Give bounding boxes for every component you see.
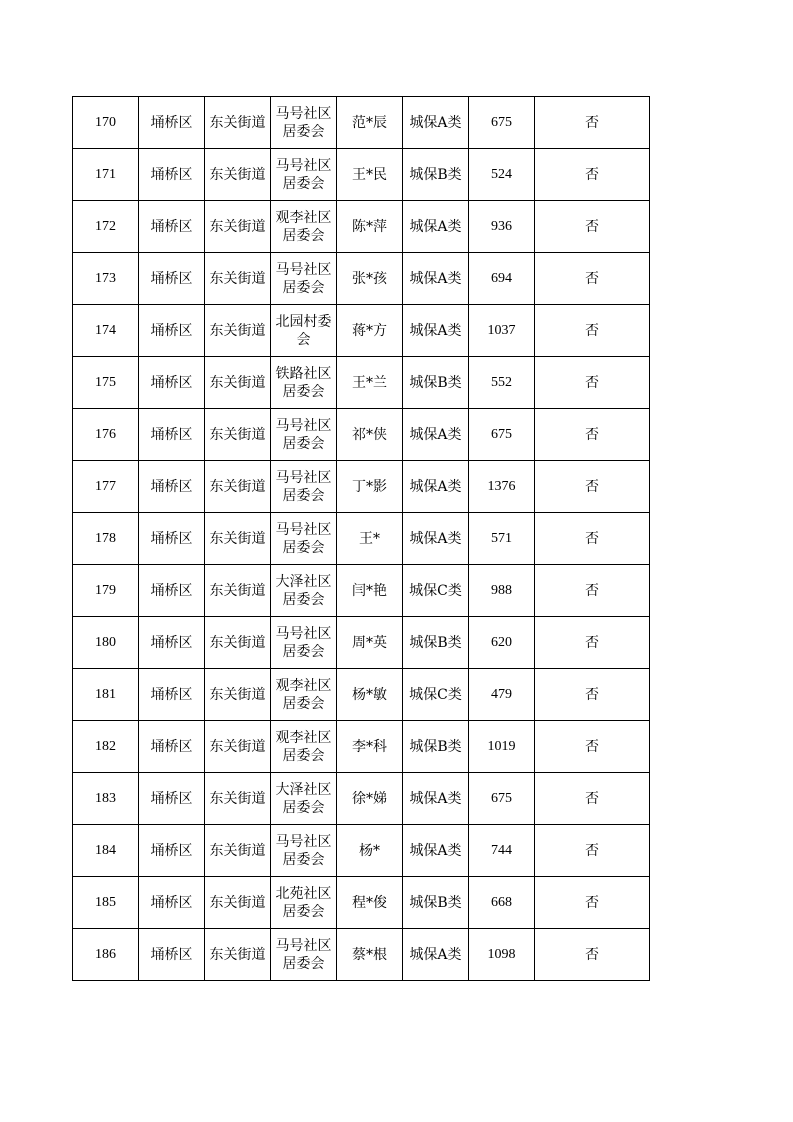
cell-street: 东关街道 — [205, 149, 271, 201]
cell-amount: 571 — [469, 513, 535, 565]
cell-name: 杨* — [337, 825, 403, 877]
cell-amount: 620 — [469, 617, 535, 669]
cell-flag: 否 — [535, 201, 650, 253]
cell-flag: 否 — [535, 877, 650, 929]
cell-district: 埇桥区 — [139, 461, 205, 513]
cell-amount: 552 — [469, 357, 535, 409]
cell-flag: 否 — [535, 721, 650, 773]
table-row — [73, 149, 650, 201]
cell-street: 东关街道 — [205, 825, 271, 877]
cell-street: 东关街道 — [205, 409, 271, 461]
cell-district: 埇桥区 — [139, 201, 205, 253]
table-row — [73, 97, 650, 149]
cell-street: 东关街道 — [205, 201, 271, 253]
cell-number: 186 — [73, 929, 139, 981]
cell-amount: 1376 — [469, 461, 535, 513]
cell-flag: 否 — [535, 409, 650, 461]
table-row — [73, 721, 650, 773]
table-row — [73, 773, 650, 825]
cell-community: 观李社区居委会 — [271, 201, 337, 253]
cell-district: 埇桥区 — [139, 773, 205, 825]
cell-amount: 744 — [469, 825, 535, 877]
cell-district: 埇桥区 — [139, 929, 205, 981]
cell-name: 王*兰 — [337, 357, 403, 409]
cell-street: 东关街道 — [205, 877, 271, 929]
cell-flag: 否 — [535, 513, 650, 565]
table-row — [73, 461, 650, 513]
cell-community: 马号社区居委会 — [271, 409, 337, 461]
cell-name: 祁*侠 — [337, 409, 403, 461]
cell-street: 东关街道 — [205, 513, 271, 565]
cell-street: 东关街道 — [205, 721, 271, 773]
cell-number: 182 — [73, 721, 139, 773]
cell-street: 东关街道 — [205, 357, 271, 409]
cell-number: 172 — [73, 201, 139, 253]
cell-number: 180 — [73, 617, 139, 669]
cell-amount: 988 — [469, 565, 535, 617]
cell-flag: 否 — [535, 149, 650, 201]
cell-category: 城保A类 — [403, 409, 469, 461]
cell-flag: 否 — [535, 929, 650, 981]
cell-flag: 否 — [535, 357, 650, 409]
cell-street: 东关街道 — [205, 253, 271, 305]
cell-name: 王*民 — [337, 149, 403, 201]
cell-category: 城保A类 — [403, 305, 469, 357]
cell-amount: 1019 — [469, 721, 535, 773]
assistance-table — [72, 96, 650, 981]
cell-flag: 否 — [535, 565, 650, 617]
cell-district: 埇桥区 — [139, 149, 205, 201]
table-row — [73, 201, 650, 253]
cell-number: 173 — [73, 253, 139, 305]
cell-flag: 否 — [535, 305, 650, 357]
table-row — [73, 409, 650, 461]
cell-category: 城保C类 — [403, 669, 469, 721]
cell-street: 东关街道 — [205, 461, 271, 513]
table-row — [73, 617, 650, 669]
cell-category: 城保A类 — [403, 929, 469, 981]
cell-district: 埇桥区 — [139, 617, 205, 669]
cell-district: 埇桥区 — [139, 409, 205, 461]
cell-district: 埇桥区 — [139, 513, 205, 565]
cell-district: 埇桥区 — [139, 877, 205, 929]
cell-community: 马号社区居委会 — [271, 929, 337, 981]
cell-name: 周*英 — [337, 617, 403, 669]
cell-community: 马号社区居委会 — [271, 617, 337, 669]
cell-category: 城保B类 — [403, 877, 469, 929]
cell-name: 丁*影 — [337, 461, 403, 513]
cell-flag: 否 — [535, 617, 650, 669]
cell-name: 李*科 — [337, 721, 403, 773]
cell-amount: 524 — [469, 149, 535, 201]
cell-category: 城保A类 — [403, 825, 469, 877]
cell-name: 蒋*方 — [337, 305, 403, 357]
table-row — [73, 253, 650, 305]
cell-category: 城保C类 — [403, 565, 469, 617]
table-row — [73, 929, 650, 981]
cell-community: 北园村委会 — [271, 305, 337, 357]
cell-community: 马号社区居委会 — [271, 149, 337, 201]
cell-flag: 否 — [535, 825, 650, 877]
cell-flag: 否 — [535, 773, 650, 825]
table-row — [73, 357, 650, 409]
cell-community: 大泽社区居委会 — [271, 773, 337, 825]
table-body — [73, 97, 650, 981]
cell-category: 城保A类 — [403, 773, 469, 825]
cell-name: 陈*萍 — [337, 201, 403, 253]
cell-community: 观李社区居委会 — [271, 721, 337, 773]
cell-district: 埇桥区 — [139, 253, 205, 305]
table-row — [73, 565, 650, 617]
cell-number: 178 — [73, 513, 139, 565]
cell-district: 埇桥区 — [139, 305, 205, 357]
cell-category: 城保A类 — [403, 97, 469, 149]
cell-name: 闫*艳 — [337, 565, 403, 617]
cell-number: 179 — [73, 565, 139, 617]
cell-district: 埇桥区 — [139, 565, 205, 617]
cell-street: 东关街道 — [205, 97, 271, 149]
cell-category: 城保A类 — [403, 513, 469, 565]
cell-amount: 479 — [469, 669, 535, 721]
cell-name: 王* — [337, 513, 403, 565]
cell-district: 埇桥区 — [139, 669, 205, 721]
cell-community: 观李社区居委会 — [271, 669, 337, 721]
table-row — [73, 825, 650, 877]
cell-category: 城保A类 — [403, 461, 469, 513]
cell-district: 埇桥区 — [139, 357, 205, 409]
table-row — [73, 669, 650, 721]
table-row — [73, 305, 650, 357]
table-row — [73, 877, 650, 929]
cell-number: 185 — [73, 877, 139, 929]
cell-community: 马号社区居委会 — [271, 461, 337, 513]
cell-category: 城保A类 — [403, 253, 469, 305]
cell-street: 东关街道 — [205, 929, 271, 981]
cell-street: 东关街道 — [205, 565, 271, 617]
cell-amount: 936 — [469, 201, 535, 253]
cell-amount: 675 — [469, 773, 535, 825]
cell-category: 城保B类 — [403, 617, 469, 669]
cell-amount: 675 — [469, 409, 535, 461]
cell-amount: 1037 — [469, 305, 535, 357]
cell-number: 174 — [73, 305, 139, 357]
cell-street: 东关街道 — [205, 617, 271, 669]
cell-community: 大泽社区居委会 — [271, 565, 337, 617]
cell-street: 东关街道 — [205, 669, 271, 721]
cell-amount: 694 — [469, 253, 535, 305]
cell-name: 张*孩 — [337, 253, 403, 305]
cell-flag: 否 — [535, 97, 650, 149]
cell-number: 184 — [73, 825, 139, 877]
cell-flag: 否 — [535, 461, 650, 513]
cell-amount: 1098 — [469, 929, 535, 981]
cell-district: 埇桥区 — [139, 97, 205, 149]
cell-name: 范*辰 — [337, 97, 403, 149]
cell-community: 北苑社区居委会 — [271, 877, 337, 929]
cell-number: 181 — [73, 669, 139, 721]
cell-number: 176 — [73, 409, 139, 461]
cell-category: 城保A类 — [403, 201, 469, 253]
cell-district: 埇桥区 — [139, 721, 205, 773]
cell-community: 马号社区居委会 — [271, 97, 337, 149]
cell-number: 170 — [73, 97, 139, 149]
cell-number: 183 — [73, 773, 139, 825]
cell-category: 城保B类 — [403, 721, 469, 773]
cell-community: 马号社区居委会 — [271, 253, 337, 305]
cell-flag: 否 — [535, 669, 650, 721]
cell-community: 马号社区居委会 — [271, 825, 337, 877]
cell-name: 徐*娣 — [337, 773, 403, 825]
cell-district: 埇桥区 — [139, 825, 205, 877]
cell-street: 东关街道 — [205, 305, 271, 357]
cell-flag: 否 — [535, 253, 650, 305]
cell-name: 程*俊 — [337, 877, 403, 929]
cell-number: 177 — [73, 461, 139, 513]
cell-number: 171 — [73, 149, 139, 201]
cell-street: 东关街道 — [205, 773, 271, 825]
cell-community: 马号社区居委会 — [271, 513, 337, 565]
cell-amount: 675 — [469, 97, 535, 149]
cell-name: 杨*敏 — [337, 669, 403, 721]
table-row — [73, 513, 650, 565]
cell-number: 175 — [73, 357, 139, 409]
cell-category: 城保B类 — [403, 357, 469, 409]
cell-name: 蔡*根 — [337, 929, 403, 981]
cell-category: 城保B类 — [403, 149, 469, 201]
cell-community: 铁路社区居委会 — [271, 357, 337, 409]
cell-amount: 668 — [469, 877, 535, 929]
